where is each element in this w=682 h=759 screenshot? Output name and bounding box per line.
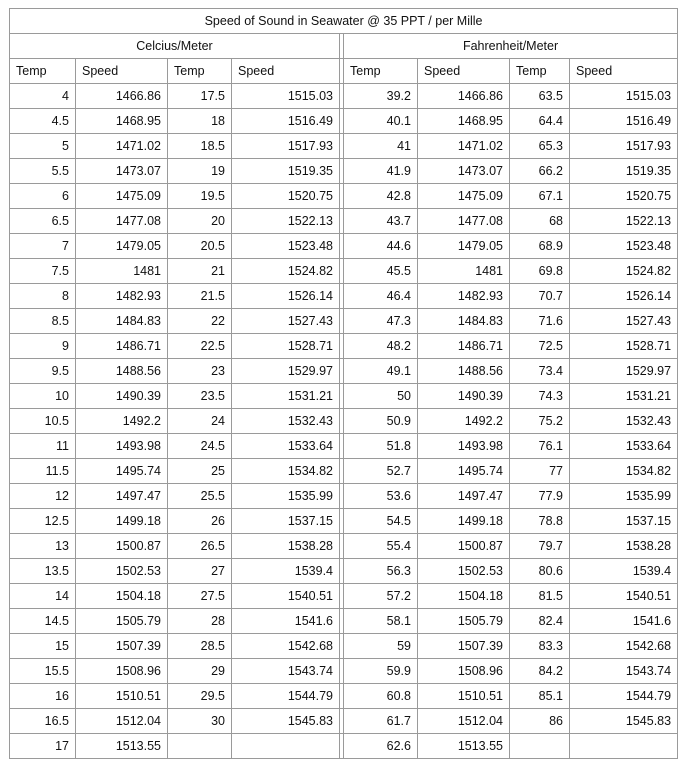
table-row (10, 409, 678, 434)
cell-fahrenheit-temp-1: 56.3 (344, 559, 418, 584)
cell-fahrenheit-temp-1: 46.4 (344, 284, 418, 309)
cell-celsius-temp-2: 26 (168, 509, 232, 534)
cell-fahrenheit-speed-1: 1473.07 (418, 159, 510, 184)
table-row (10, 684, 678, 709)
cell-celsius-temp-2: 28.5 (168, 634, 232, 659)
cell-celsius-speed-2: 1538.28 (232, 534, 340, 559)
cell-fahrenheit-speed-2: 1538.28 (570, 534, 678, 559)
cell-celsius-speed-2: 1543.74 (232, 659, 340, 684)
cell-celsius-speed-1: 1482.93 (76, 284, 168, 309)
cell-fahrenheit-speed-1: 1502.53 (418, 559, 510, 584)
cell-celsius-speed-2: 1545.83 (232, 709, 340, 734)
cell-celsius-speed-1: 1468.95 (76, 109, 168, 134)
cell-fahrenheit-speed-1: 1475.09 (418, 184, 510, 209)
cell-celsius-temp-1: 14 (10, 584, 76, 609)
cell-celsius-temp-1: 7.5 (10, 259, 76, 284)
cell-celsius-speed-1: 1495.74 (76, 459, 168, 484)
cell-fahrenheit-temp-1: 39.2 (344, 84, 418, 109)
section-heading-fahrenheit: Fahrenheit/Meter (344, 34, 678, 59)
cell-celsius-speed-2: 1527.43 (232, 309, 340, 334)
cell-fahrenheit-speed-1: 1490.39 (418, 384, 510, 409)
cell-celsius-speed-1: 1477.08 (76, 209, 168, 234)
cell-celsius-temp-2: 20.5 (168, 234, 232, 259)
cell-fahrenheit-speed-2: 1522.13 (570, 209, 678, 234)
cell-fahrenheit-speed-1: 1471.02 (418, 134, 510, 159)
cell-celsius-speed-1: 1507.39 (76, 634, 168, 659)
cell-celsius-temp-2: 26.5 (168, 534, 232, 559)
speed-of-sound-table-sheet (9, 8, 673, 759)
cell-celsius-temp-2: 27.5 (168, 584, 232, 609)
cell-fahrenheit-temp-2: 68 (510, 209, 570, 234)
cell-fahrenheit-temp-1: 52.7 (344, 459, 418, 484)
cell-celsius-temp-1: 7 (10, 234, 76, 259)
cell-celsius-speed-1: 1513.55 (76, 734, 168, 759)
cell-celsius-speed-2: 1529.97 (232, 359, 340, 384)
cell-celsius-temp-2: 23.5 (168, 384, 232, 409)
cell-celsius-temp-1: 15.5 (10, 659, 76, 684)
cell-celsius-temp-1: 4.5 (10, 109, 76, 134)
cell-fahrenheit-temp-2 (510, 734, 570, 759)
cell-celsius-speed-1: 1488.56 (76, 359, 168, 384)
table-row (10, 259, 678, 284)
cell-fahrenheit-speed-1: 1505.79 (418, 609, 510, 634)
cell-fahrenheit-temp-1: 55.4 (344, 534, 418, 559)
cell-fahrenheit-temp-2: 84.2 (510, 659, 570, 684)
table-row (10, 384, 678, 409)
col-header-c-speed-1: Speed (76, 59, 168, 84)
cell-celsius-temp-1: 9 (10, 334, 76, 359)
cell-fahrenheit-temp-2: 82.4 (510, 609, 570, 634)
cell-fahrenheit-speed-2: 1529.97 (570, 359, 678, 384)
cell-fahrenheit-temp-1: 54.5 (344, 509, 418, 534)
title-row (10, 9, 678, 34)
table-row (10, 209, 678, 234)
table-row (10, 109, 678, 134)
cell-celsius-speed-1: 1512.04 (76, 709, 168, 734)
cell-celsius-temp-1: 16 (10, 684, 76, 709)
cell-fahrenheit-speed-1: 1500.87 (418, 534, 510, 559)
cell-fahrenheit-speed-1: 1513.55 (418, 734, 510, 759)
cell-celsius-speed-1: 1473.07 (76, 159, 168, 184)
cell-fahrenheit-temp-2: 75.2 (510, 409, 570, 434)
cell-fahrenheit-temp-2: 68.9 (510, 234, 570, 259)
section-heading-celsius: Celcius/Meter (10, 34, 340, 59)
cell-celsius-temp-1: 11.5 (10, 459, 76, 484)
table-row (10, 359, 678, 384)
cell-fahrenheit-temp-2: 64.4 (510, 109, 570, 134)
table-row (10, 659, 678, 684)
cell-fahrenheit-temp-1: 43.7 (344, 209, 418, 234)
section-heading-row (10, 34, 678, 59)
cell-celsius-speed-2: 1541.6 (232, 609, 340, 634)
cell-celsius-speed-1: 1499.18 (76, 509, 168, 534)
cell-celsius-speed-1: 1490.39 (76, 384, 168, 409)
cell-fahrenheit-temp-2: 71.6 (510, 309, 570, 334)
cell-celsius-speed-1: 1505.79 (76, 609, 168, 634)
cell-celsius-temp-2: 23 (168, 359, 232, 384)
cell-celsius-temp-2: 29 (168, 659, 232, 684)
table-body (10, 9, 678, 759)
table-row (10, 184, 678, 209)
cell-celsius-speed-2: 1533.64 (232, 434, 340, 459)
cell-celsius-speed-2: 1520.75 (232, 184, 340, 209)
cell-fahrenheit-speed-1: 1512.04 (418, 709, 510, 734)
cell-celsius-temp-2: 25 (168, 459, 232, 484)
cell-fahrenheit-speed-2: 1533.64 (570, 434, 678, 459)
cell-celsius-speed-2: 1534.82 (232, 459, 340, 484)
cell-fahrenheit-speed-1: 1497.47 (418, 484, 510, 509)
table-row (10, 734, 678, 759)
cell-celsius-temp-1: 13.5 (10, 559, 76, 584)
cell-celsius-temp-2: 22 (168, 309, 232, 334)
cell-fahrenheit-temp-1: 51.8 (344, 434, 418, 459)
cell-fahrenheit-temp-1: 50 (344, 384, 418, 409)
cell-celsius-speed-1: 1479.05 (76, 234, 168, 259)
cell-celsius-speed-1: 1486.71 (76, 334, 168, 359)
cell-celsius-temp-2: 19 (168, 159, 232, 184)
cell-fahrenheit-temp-1: 48.2 (344, 334, 418, 359)
cell-celsius-speed-1: 1497.47 (76, 484, 168, 509)
cell-fahrenheit-speed-2: 1535.99 (570, 484, 678, 509)
cell-fahrenheit-speed-1: 1468.95 (418, 109, 510, 134)
cell-fahrenheit-speed-1: 1507.39 (418, 634, 510, 659)
cell-fahrenheit-speed-2: 1528.71 (570, 334, 678, 359)
cell-celsius-temp-2: 22.5 (168, 334, 232, 359)
cell-fahrenheit-temp-1: 61.7 (344, 709, 418, 734)
cell-fahrenheit-speed-2: 1524.82 (570, 259, 678, 284)
col-header-f-speed-1: Speed (418, 59, 510, 84)
cell-fahrenheit-speed-1: 1492.2 (418, 409, 510, 434)
cell-celsius-speed-1: 1475.09 (76, 184, 168, 209)
table-row (10, 434, 678, 459)
cell-fahrenheit-speed-2: 1545.83 (570, 709, 678, 734)
table-row (10, 709, 678, 734)
cell-fahrenheit-temp-2: 74.3 (510, 384, 570, 409)
table-row (10, 159, 678, 184)
cell-fahrenheit-temp-1: 41.9 (344, 159, 418, 184)
cell-celsius-temp-1: 5.5 (10, 159, 76, 184)
cell-celsius-temp-2: 29.5 (168, 684, 232, 709)
cell-celsius-temp-2: 24.5 (168, 434, 232, 459)
cell-fahrenheit-speed-2: 1534.82 (570, 459, 678, 484)
cell-celsius-speed-1: 1471.02 (76, 134, 168, 159)
cell-fahrenheit-temp-1: 45.5 (344, 259, 418, 284)
cell-celsius-speed-1: 1492.2 (76, 409, 168, 434)
cell-fahrenheit-temp-1: 57.2 (344, 584, 418, 609)
col-header-f-temp-1: Temp (344, 59, 418, 84)
cell-fahrenheit-speed-1: 1508.96 (418, 659, 510, 684)
cell-fahrenheit-temp-2: 81.5 (510, 584, 570, 609)
cell-celsius-speed-1: 1504.18 (76, 584, 168, 609)
cell-fahrenheit-temp-1: 59 (344, 634, 418, 659)
cell-fahrenheit-temp-2: 67.1 (510, 184, 570, 209)
cell-fahrenheit-temp-1: 47.3 (344, 309, 418, 334)
table-row (10, 284, 678, 309)
cell-fahrenheit-speed-2: 1526.14 (570, 284, 678, 309)
cell-fahrenheit-speed-1: 1484.83 (418, 309, 510, 334)
cell-fahrenheit-speed-2: 1515.03 (570, 84, 678, 109)
table-row (10, 234, 678, 259)
cell-fahrenheit-temp-1: 58.1 (344, 609, 418, 634)
cell-celsius-temp-1: 8.5 (10, 309, 76, 334)
cell-fahrenheit-temp-2: 77.9 (510, 484, 570, 509)
data-table (9, 8, 678, 759)
cell-celsius-temp-1: 12 (10, 484, 76, 509)
cell-fahrenheit-speed-2: 1527.43 (570, 309, 678, 334)
cell-celsius-speed-1: 1481 (76, 259, 168, 284)
cell-celsius-temp-1: 5 (10, 134, 76, 159)
cell-fahrenheit-speed-2: 1542.68 (570, 634, 678, 659)
cell-celsius-speed-2: 1524.82 (232, 259, 340, 284)
cell-fahrenheit-speed-2: 1517.93 (570, 134, 678, 159)
cell-celsius-temp-2 (168, 734, 232, 759)
table-row (10, 84, 678, 109)
cell-celsius-temp-2: 24 (168, 409, 232, 434)
cell-fahrenheit-speed-1: 1504.18 (418, 584, 510, 609)
cell-celsius-speed-2: 1519.35 (232, 159, 340, 184)
cell-fahrenheit-speed-1: 1479.05 (418, 234, 510, 259)
cell-fahrenheit-speed-1: 1466.86 (418, 84, 510, 109)
cell-celsius-temp-2: 20 (168, 209, 232, 234)
table-row (10, 309, 678, 334)
cell-celsius-speed-1: 1510.51 (76, 684, 168, 709)
cell-celsius-temp-1: 13 (10, 534, 76, 559)
cell-fahrenheit-temp-1: 60.8 (344, 684, 418, 709)
cell-fahrenheit-speed-2: 1531.21 (570, 384, 678, 409)
cell-fahrenheit-speed-2 (570, 734, 678, 759)
cell-celsius-speed-1: 1484.83 (76, 309, 168, 334)
cell-fahrenheit-temp-2: 69.8 (510, 259, 570, 284)
cell-celsius-speed-2: 1523.48 (232, 234, 340, 259)
cell-celsius-speed-2: 1539.4 (232, 559, 340, 584)
cell-celsius-speed-2: 1535.99 (232, 484, 340, 509)
cell-fahrenheit-speed-2: 1519.35 (570, 159, 678, 184)
cell-celsius-temp-1: 8 (10, 284, 76, 309)
cell-fahrenheit-speed-2: 1543.74 (570, 659, 678, 684)
cell-celsius-temp-2: 19.5 (168, 184, 232, 209)
cell-fahrenheit-temp-2: 80.6 (510, 559, 570, 584)
cell-fahrenheit-temp-2: 70.7 (510, 284, 570, 309)
cell-fahrenheit-speed-1: 1499.18 (418, 509, 510, 534)
cell-celsius-speed-2: 1531.21 (232, 384, 340, 409)
table-row (10, 459, 678, 484)
cell-celsius-temp-1: 6.5 (10, 209, 76, 234)
cell-fahrenheit-temp-2: 63.5 (510, 84, 570, 109)
cell-fahrenheit-speed-2: 1523.48 (570, 234, 678, 259)
cell-fahrenheit-temp-2: 79.7 (510, 534, 570, 559)
cell-fahrenheit-temp-1: 42.8 (344, 184, 418, 209)
cell-celsius-speed-1: 1508.96 (76, 659, 168, 684)
cell-celsius-speed-2: 1517.93 (232, 134, 340, 159)
cell-fahrenheit-speed-2: 1532.43 (570, 409, 678, 434)
cell-fahrenheit-temp-1: 41 (344, 134, 418, 159)
cell-celsius-temp-1: 16.5 (10, 709, 76, 734)
cell-fahrenheit-temp-2: 85.1 (510, 684, 570, 709)
cell-celsius-speed-1: 1500.87 (76, 534, 168, 559)
cell-fahrenheit-speed-2: 1539.4 (570, 559, 678, 584)
cell-fahrenheit-temp-1: 53.6 (344, 484, 418, 509)
cell-celsius-temp-2: 27 (168, 559, 232, 584)
cell-celsius-temp-2: 21 (168, 259, 232, 284)
table-row (10, 484, 678, 509)
cell-celsius-temp-2: 30 (168, 709, 232, 734)
table-row (10, 634, 678, 659)
cell-fahrenheit-temp-1: 62.6 (344, 734, 418, 759)
cell-celsius-temp-1: 10 (10, 384, 76, 409)
cell-fahrenheit-speed-2: 1541.6 (570, 609, 678, 634)
cell-fahrenheit-temp-1: 49.1 (344, 359, 418, 384)
cell-fahrenheit-speed-1: 1477.08 (418, 209, 510, 234)
cell-fahrenheit-temp-2: 72.5 (510, 334, 570, 359)
cell-celsius-speed-2: 1537.15 (232, 509, 340, 534)
table-row (10, 559, 678, 584)
cell-celsius-speed-1: 1466.86 (76, 84, 168, 109)
table-row (10, 609, 678, 634)
column-header-row (10, 59, 678, 84)
cell-fahrenheit-temp-2: 73.4 (510, 359, 570, 384)
cell-fahrenheit-speed-1: 1493.98 (418, 434, 510, 459)
cell-fahrenheit-temp-2: 78.8 (510, 509, 570, 534)
cell-celsius-temp-2: 21.5 (168, 284, 232, 309)
col-header-c-temp-2: Temp (168, 59, 232, 84)
cell-fahrenheit-speed-2: 1520.75 (570, 184, 678, 209)
cell-fahrenheit-speed-1: 1495.74 (418, 459, 510, 484)
cell-fahrenheit-speed-2: 1540.51 (570, 584, 678, 609)
cell-celsius-temp-1: 9.5 (10, 359, 76, 384)
cell-celsius-speed-2: 1528.71 (232, 334, 340, 359)
cell-celsius-temp-1: 4 (10, 84, 76, 109)
col-header-f-temp-2: Temp (510, 59, 570, 84)
cell-fahrenheit-temp-2: 77 (510, 459, 570, 484)
col-header-c-temp-1: Temp (10, 59, 76, 84)
cell-fahrenheit-temp-2: 66.2 (510, 159, 570, 184)
cell-celsius-temp-1: 14.5 (10, 609, 76, 634)
cell-celsius-temp-1: 15 (10, 634, 76, 659)
page-title: Speed of Sound in Seawater @ 35 PPT / per Mille (10, 9, 678, 34)
cell-celsius-temp-1: 17 (10, 734, 76, 759)
cell-celsius-temp-1: 11 (10, 434, 76, 459)
table-row (10, 334, 678, 359)
table-row (10, 584, 678, 609)
cell-celsius-speed-2: 1532.43 (232, 409, 340, 434)
cell-fahrenheit-temp-2: 76.1 (510, 434, 570, 459)
cell-celsius-speed-2: 1526.14 (232, 284, 340, 309)
cell-celsius-speed-2: 1522.13 (232, 209, 340, 234)
cell-celsius-temp-1: 10.5 (10, 409, 76, 434)
cell-celsius-temp-2: 18.5 (168, 134, 232, 159)
cell-fahrenheit-temp-1: 59.9 (344, 659, 418, 684)
cell-fahrenheit-speed-1: 1482.93 (418, 284, 510, 309)
cell-celsius-temp-2: 25.5 (168, 484, 232, 509)
cell-celsius-temp-2: 18 (168, 109, 232, 134)
cell-celsius-speed-2 (232, 734, 340, 759)
cell-fahrenheit-speed-1: 1488.56 (418, 359, 510, 384)
cell-celsius-speed-2: 1540.51 (232, 584, 340, 609)
cell-celsius-speed-1: 1502.53 (76, 559, 168, 584)
cell-celsius-temp-1: 6 (10, 184, 76, 209)
cell-celsius-speed-2: 1542.68 (232, 634, 340, 659)
cell-fahrenheit-speed-1: 1486.71 (418, 334, 510, 359)
cell-fahrenheit-speed-2: 1537.15 (570, 509, 678, 534)
table-row (10, 134, 678, 159)
cell-celsius-speed-2: 1544.79 (232, 684, 340, 709)
cell-fahrenheit-temp-2: 86 (510, 709, 570, 734)
cell-fahrenheit-speed-1: 1481 (418, 259, 510, 284)
cell-fahrenheit-temp-2: 83.3 (510, 634, 570, 659)
cell-celsius-temp-1: 12.5 (10, 509, 76, 534)
cell-celsius-speed-2: 1516.49 (232, 109, 340, 134)
cell-fahrenheit-speed-2: 1544.79 (570, 684, 678, 709)
cell-fahrenheit-speed-2: 1516.49 (570, 109, 678, 134)
cell-fahrenheit-temp-1: 50.9 (344, 409, 418, 434)
col-header-c-speed-2: Speed (232, 59, 340, 84)
cell-celsius-speed-1: 1493.98 (76, 434, 168, 459)
col-header-f-speed-2: Speed (570, 59, 678, 84)
cell-celsius-temp-2: 28 (168, 609, 232, 634)
table-row (10, 509, 678, 534)
cell-fahrenheit-temp-1: 44.6 (344, 234, 418, 259)
cell-celsius-speed-2: 1515.03 (232, 84, 340, 109)
cell-fahrenheit-temp-2: 65.3 (510, 134, 570, 159)
cell-fahrenheit-temp-1: 40.1 (344, 109, 418, 134)
table-row (10, 534, 678, 559)
cell-fahrenheit-speed-1: 1510.51 (418, 684, 510, 709)
cell-celsius-temp-2: 17.5 (168, 84, 232, 109)
